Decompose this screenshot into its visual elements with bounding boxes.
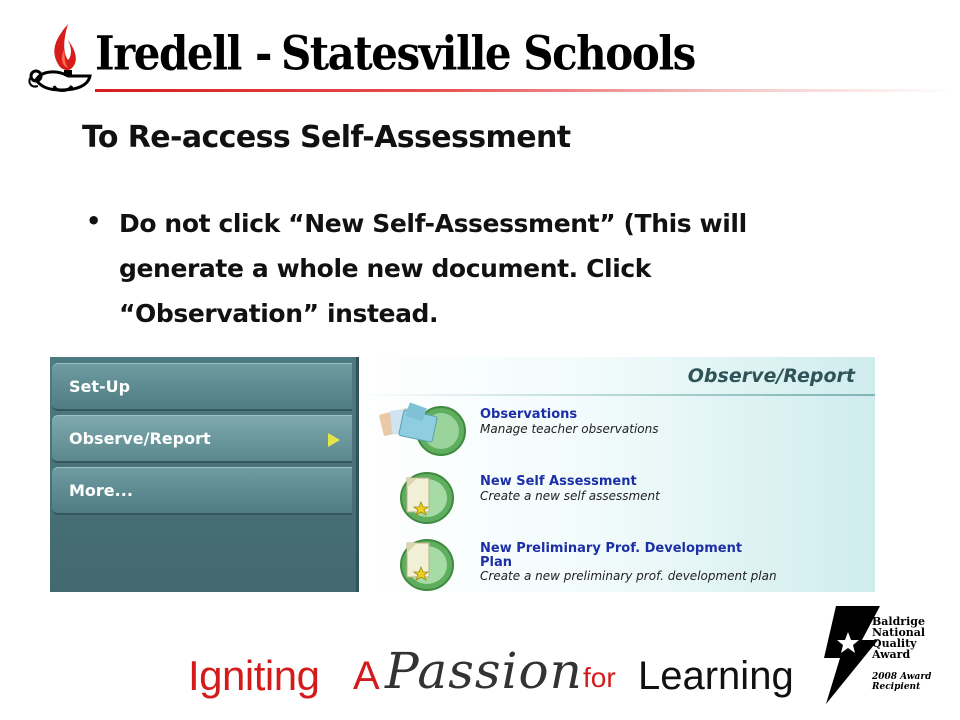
tagline-passion: Passion bbox=[385, 642, 583, 700]
action-description: Create a new self assessment bbox=[480, 489, 660, 503]
award-line-4: Award bbox=[872, 648, 911, 661]
bullet-item bbox=[86, 201, 846, 336]
app-main-panel bbox=[359, 357, 875, 592]
tagline-igniting: Igniting bbox=[188, 652, 320, 699]
slide-title: To Re-access Self-Assessment bbox=[82, 120, 571, 155]
organization-name-separator: - bbox=[255, 26, 271, 81]
bullet-text: Do not click “New Self-Assessment” (This will generate a whole new document. Click “Observation” instead. bbox=[119, 209, 747, 328]
organization-name-part2: Statesville Schools bbox=[280, 26, 695, 81]
app-sidebar bbox=[50, 357, 359, 592]
tagline-for: for bbox=[583, 662, 616, 693]
award-line-2: National bbox=[872, 626, 926, 639]
tagline-a: A bbox=[353, 654, 380, 698]
action-title: Observations bbox=[480, 407, 578, 422]
sidebar-item-observe-report[interactable] bbox=[52, 415, 352, 463]
observations-link[interactable] bbox=[377, 401, 875, 461]
new-self-assessment-link[interactable] bbox=[377, 468, 875, 528]
new-preliminary-plan-link[interactable] bbox=[377, 535, 875, 592]
tagline-learning: Learning bbox=[638, 654, 794, 698]
lamp-of-learning-icon bbox=[28, 20, 94, 96]
action-title bbox=[480, 542, 742, 570]
panel-heading: Observe/Report bbox=[687, 365, 855, 387]
action-title: New Self Assessment bbox=[480, 474, 637, 489]
sidebar-item-more[interactable] bbox=[52, 467, 352, 515]
sidebar-item-label: More... bbox=[69, 481, 133, 500]
sidebar-item-label: Observe/Report bbox=[69, 429, 211, 448]
new-document-star-icon bbox=[377, 468, 469, 528]
action-description: Manage teacher observations bbox=[480, 422, 659, 436]
slide-header bbox=[0, 0, 960, 110]
action-title-line1: New Preliminary Prof. Development bbox=[480, 541, 743, 556]
panel-heading-divider bbox=[359, 394, 875, 396]
sidebar-item-label: Set-Up bbox=[69, 377, 131, 396]
award-line-6: Recipient bbox=[872, 682, 921, 692]
sidebar-item-set-up[interactable] bbox=[52, 363, 352, 411]
organization-name bbox=[95, 26, 695, 81]
new-document-star-icon bbox=[377, 535, 469, 592]
observations-folders-icon bbox=[377, 401, 469, 461]
header-divider bbox=[95, 89, 955, 92]
action-title-line2: Plan bbox=[480, 555, 513, 570]
organization-name-part1: Iredell bbox=[95, 26, 241, 81]
baldrige-award-logo bbox=[806, 604, 956, 714]
action-description: Create a new preliminary prof. development plan bbox=[480, 569, 777, 583]
bullet-marker: • bbox=[86, 207, 102, 235]
app-screenshot bbox=[50, 357, 875, 592]
award-line-5: 2008 Award bbox=[872, 672, 932, 682]
triangle-right-icon bbox=[328, 433, 340, 447]
award-line-3: Quality bbox=[872, 637, 917, 650]
award-line-1: Baldrige bbox=[872, 615, 925, 628]
